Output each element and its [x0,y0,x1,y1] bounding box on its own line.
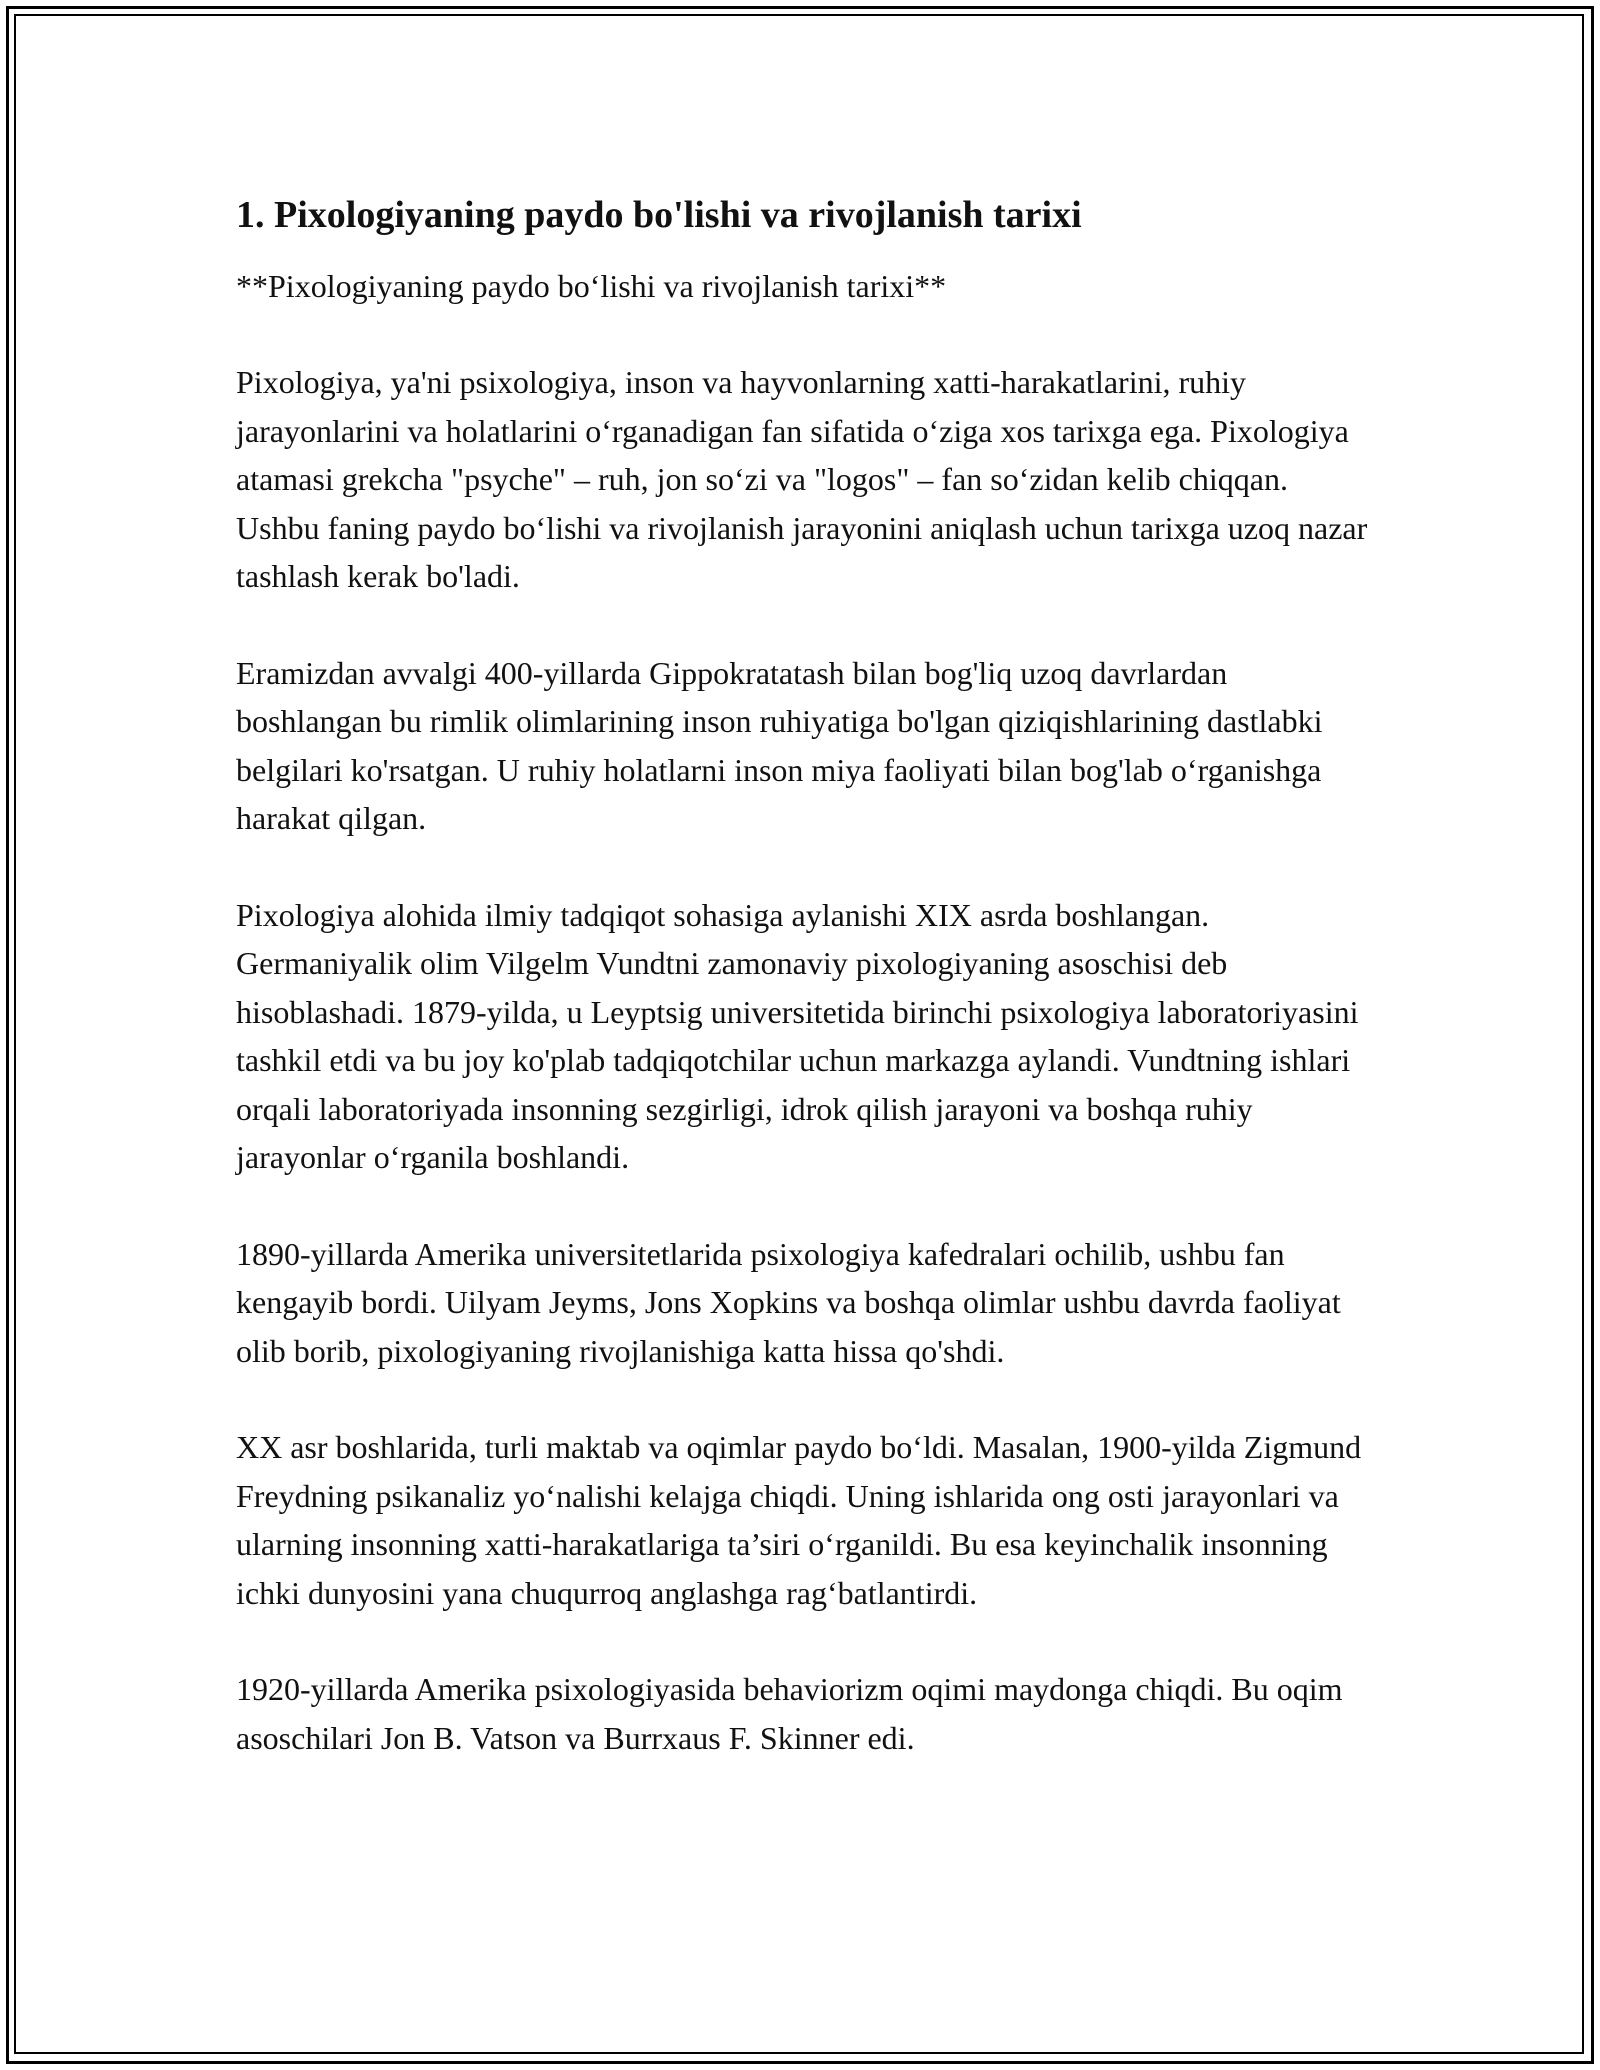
document-heading: 1. Pixologiyaning paydo bo'lishi va rivojlanish tarixi [236,194,1082,236]
paragraph-1: Pixologiya, ya'ni psixologiya, inson va hayvonlarning xatti-harakatlarini, ruhiy jarayonlarini va holatlarini o‘rganadigan fan sifatida o‘ziga xos tarixga ega. Pixologiya atamasi grekcha "psyche" – ruh, jon so‘zi va "logos" – fan so‘zidan kelib chiqqan. Ushbu faning paydo bo‘lishi va rivojlanish jarayonini aniqlash uchun tarixga uzoq nazar tashlash kerak bo'ladi. [236,364,1368,594]
paragraph-6: 1920-yillarda Amerika psixologiyasida behaviorizm oqimi maydonga chiqdi. Bu oqim asoschilari Jon B. Vatson va Burrxaus F. Skinner edi. [236,1671,1343,1756]
document-body [236,190,1376,1762]
paragraph-4: 1890-yillarda Amerika universitetlarida psixologiya kafedralari ochilib, ushbu fan kengayib bordi. Uilyam Jeyms, Jons Xopkins va boshqa olimlar ushbu davrda faoliyat olib borib, pixologiyaning rivojlanishiga katta hissa qo'shdi. [236,1235,1341,1369]
document-subtitle: **Pixologiyaning paydo bo‘lishi va rivojlanish tarixi** [236,268,947,304]
paragraph-2: Eramizdan avvalgi 400-yillarda Gippokratatash bilan bog'liq uzoq davrlardan boshlangan bu rimlik olimlarining inson ruhiyatiga bo'lgan qiziqishlarining dastlabki belgilari ko'rsatgan. U ruhiy holatlarni inson miya faoliyati bilan bog'lab o‘rganishga harakat qilgan. [236,654,1323,836]
paragraph-5: XX asr boshlarida, turli maktab va oqimlar paydo bo‘ldi. Masalan, 1900-yilda Zigmund Freydning psikanaliz yo‘nalishi kelajga chiqdi. Uning ishlarida ong osti jarayonlari va ularning insonning xatti-harakatlariga ta’siri o‘rganildi. Bu esa keyinchalik insonning ichki dunyosini yana chuqurroq anglashga rag‘batlantirdi. [236,1429,1362,1611]
paragraph-3: Pixologiya alohida ilmiy tadqiqot sohasiga aylanishi XIX asrda boshlangan. Germaniyalik olim Vilgelm Vundtni zamonaviy pixologiyaning asoschisi deb hisoblashadi. 1879-yilda, u Leyptsig universitetida birinchi psixologiya laboratoriyasini tashkil etdi va bu joy ko'plab tadqiqotchilar uchun markazga aylandi. Vundtning ishlari orqali laboratoriyada insonning sezgirligi, idrok qilish jarayoni va boshqa ruhiy jarayonlar o‘rganila boshlandi. [236,896,1359,1175]
